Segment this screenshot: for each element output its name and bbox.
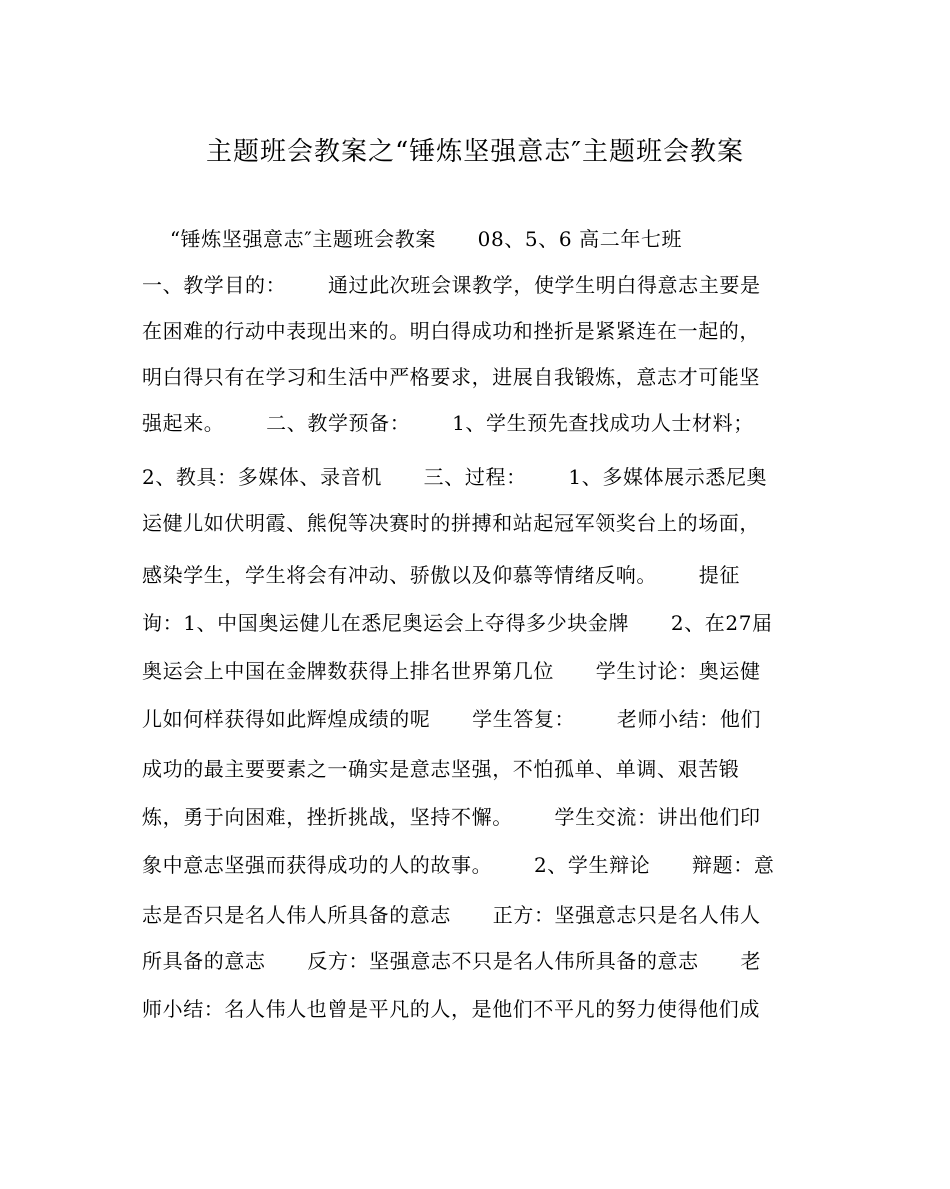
body-line: 强起来。 二、教学预备： 1、学生预先查找成功人士材料；: [142, 411, 754, 435]
body-line: 感染学生，学生将会有冲动、骄傲以及仰慕等情绪反响。 提征: [142, 563, 740, 587]
document-title: 主题班会教案之“锤炼坚强意志″主题班会教案: [205, 137, 744, 167]
body-line: 象中意志坚强而获得成功的人的故事。 2、学生辩论 辩题：意: [142, 853, 775, 877]
body-line: 运健儿如伏明霞、熊倪等决赛时的拼搏和站起冠军领奖台上的场面，: [142, 511, 760, 535]
body-line: 一、教学目的： 通过此次班会课教学，使学生明白得意志主要是: [142, 273, 761, 297]
body-line: 成功的最主要要素之一确实是意志坚强，不怕孤单、单调、艰苦锻: [142, 757, 740, 781]
body-line: 炼，勇于向困难，挫折挑战，坚持不懈。 学生交流：讲出他们印: [142, 805, 761, 829]
body-line: 志是否只是名人伟人所具备的意志 正方：坚强意志只是名人伟人: [142, 903, 761, 927]
body-line: 儿如何样获得如此辉煌成绩的呢 学生答复： 老师小结：他们: [142, 707, 762, 731]
body-line: 在困难的行动中表现出来的。明白得成功和挫折是紧紧连在一起的，: [142, 319, 760, 343]
body-line: 奥运会上中国在金牌数获得上排名世界第几位 学生讨论：奥运健: [142, 659, 761, 683]
body-line: “锤炼坚强意志″主题班会教案 08、5、6 高二年七班: [142, 227, 683, 251]
body-line: 询：1、中国奥运健儿在悉尼奥运会上夺得多少块金牌 2、在27届: [142, 611, 773, 635]
body-line: 师小结：名人伟人也曾是平凡的人，是他们不平凡的努力使得他们成: [142, 997, 760, 1021]
body-line: 明白得只有在学习和生活中严格要求，进展自我锻炼，意志才可能坚: [142, 365, 760, 389]
body-line: 2、教具：多媒体、录音机 三、过程： 1、多媒体展示悉尼奥: [142, 465, 768, 489]
body-line: 所具备的意志 反方：坚强意志不只是名人伟所具备的意志 老: [142, 949, 762, 973]
